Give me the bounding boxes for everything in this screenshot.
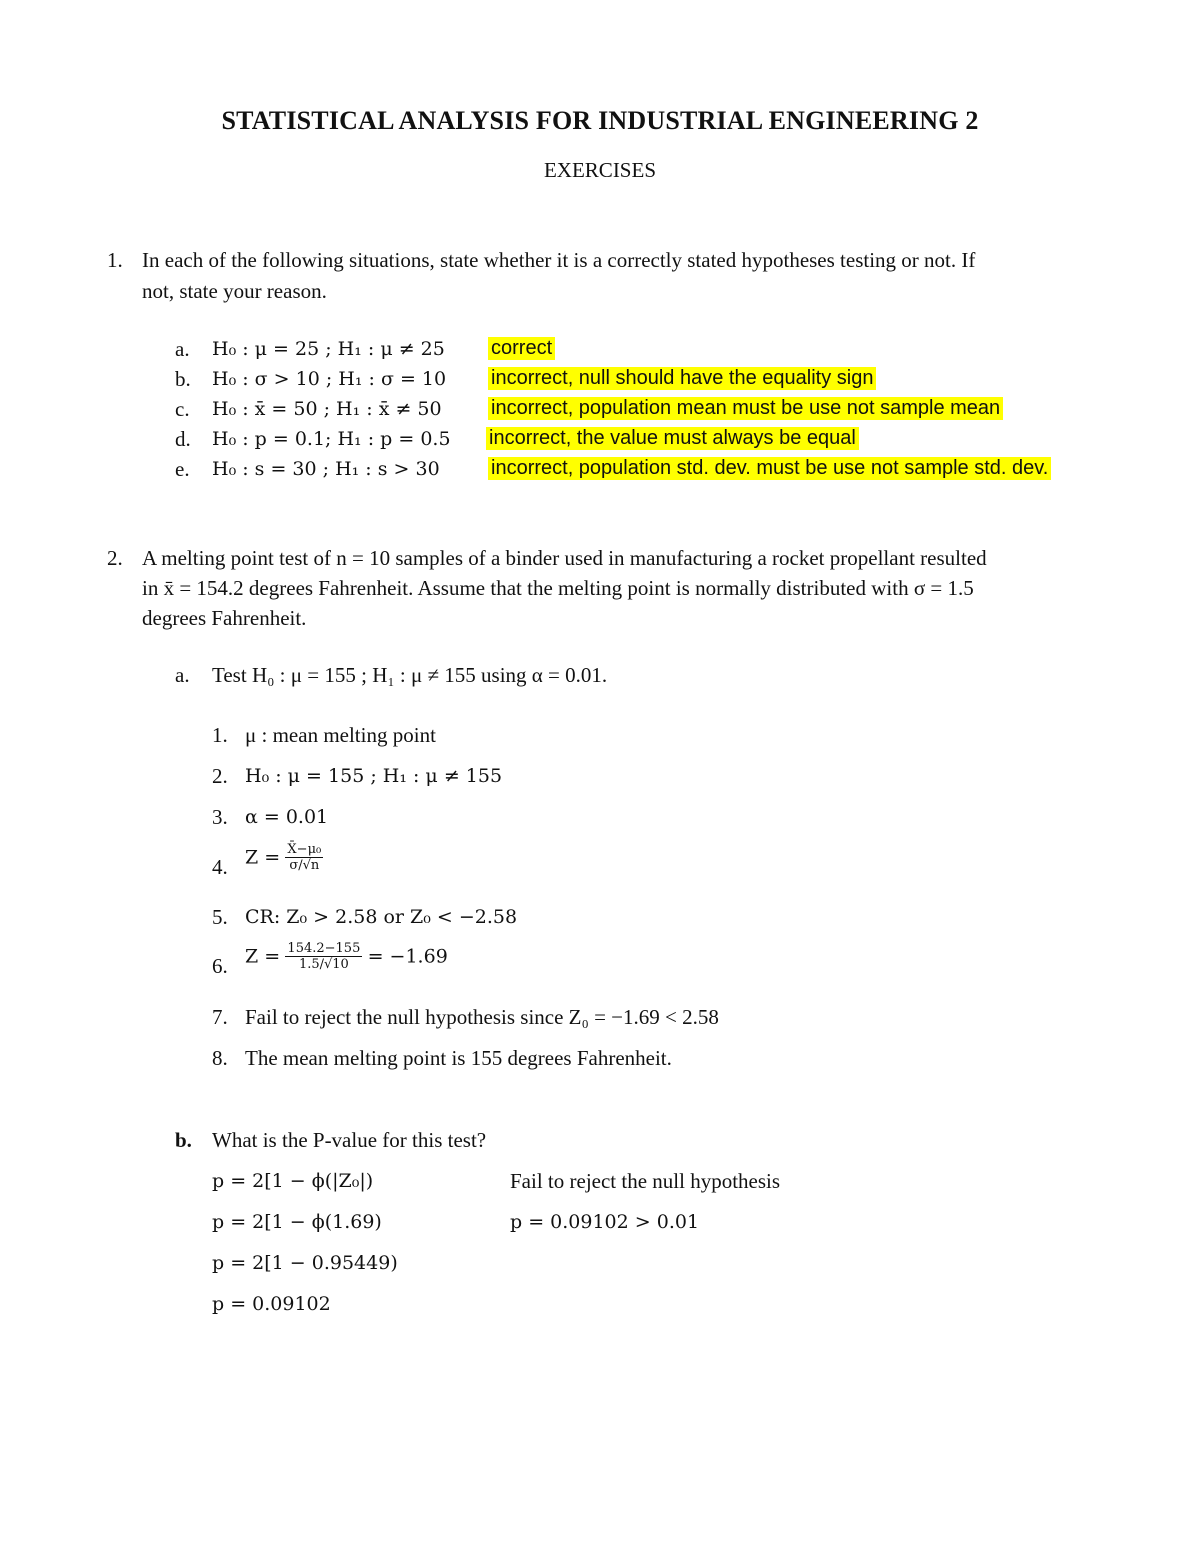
step-4-number: 4. [212,855,228,879]
step-2-number: 2. [212,764,228,788]
step-8-number: 8. [212,1046,228,1070]
q1-item-c-expression: H₀ : x̄ = 50 ; H₁ : x̄ ≠ 50 [212,398,442,420]
step-8-text: The mean melting point is 155 degrees Fahrenheit. [245,1046,672,1070]
q1-item-d-expression: H₀ : p = 0.1; H₁ : p = 0.5 [212,428,451,450]
step-4-denominator: σ/√n [289,858,320,873]
page-title: STATISTICAL ANALYSIS FOR INDUSTRIAL ENGINEERING 2 [221,106,979,135]
q1-item-b-answer: incorrect, null should have the equality sign [488,367,876,390]
question-1-text-line2: not, state your reason. [142,279,327,303]
q2-part-b-letter: b. [175,1128,192,1152]
step-1-number: 1. [212,723,228,747]
q1-item-b-letter: b. [175,367,191,391]
step-4-lhs: Z = [245,846,281,869]
step-6-denominator: 1.5/√10 [298,957,349,972]
q1-item-a-expression: H₀ : μ = 25 ; H₁ : μ ≠ 25 [212,338,445,360]
pvalue-comparison: p = 0.09102 > 0.01 [510,1211,700,1233]
step-6-fraction [285,941,362,972]
question-1-number: 1. [107,248,123,272]
q1-item-a-answer: correct [488,337,555,360]
step-3-text: α = 0.01 [245,806,329,828]
step-7-text: Fail to reject the null hypothesis since Z₀ = −1.69 < 2.58 [245,1005,719,1029]
question-2-number: 2. [107,546,123,570]
q1-item-e-letter: e. [175,457,190,481]
q2-part-b-prompt: What is the P-value for this test? [212,1128,487,1152]
step-6-numerator: 154.2−155 [287,941,361,956]
q2-part-a-letter: a. [175,663,190,687]
q1-item-c-letter: c. [175,397,190,421]
step-7-number: 7. [212,1005,228,1029]
q1-item-c-answer: incorrect, population mean must be use not sample mean [488,397,1003,420]
q1-item-d-answer: incorrect, the value must always be equal [486,427,859,450]
step-4-formula [245,842,323,873]
page-subtitle: EXERCISES [543,158,656,182]
step-6-lhs: Z = [245,945,281,968]
pvalue-line-3: p = 2[1 − 0.95449) [212,1252,398,1274]
step-2-text: H₀ : μ = 155 ; H₁ : μ ≠ 155 [245,765,503,787]
q1-item-e-answer: incorrect, population std. dev. must be use not sample std. dev. [488,457,1051,480]
question-2-text-line3: degrees Fahrenheit. [142,606,307,630]
question-2-text-line2: in x̄ = 154.2 degrees Fahrenheit. Assume that the melting point is normally distributed with σ = 1.5 [142,576,974,600]
step-3-number: 3. [212,805,228,829]
step-5-text: CR: Z₀ > 2.58 or Z₀ < −2.58 [245,906,518,928]
question-1-text-line1: In each of the following situations, state whether it is a correctly stated hypotheses testing or not. If [142,248,976,272]
q1-item-a-letter: a. [175,337,190,361]
step-4-numerator: X̄−μ₀ [287,842,322,857]
q1-item-b-expression: H₀ : σ > 10 ; H₁ : σ = 10 [212,368,447,390]
q2-part-a-prompt: Test H₀ : μ = 155 ; H₁ : μ ≠ 155 using α = 0.01. [212,663,608,687]
step-1-text: μ : mean melting point [245,723,436,747]
step-6-rhs: = −1.69 [367,945,448,968]
step-5-number: 5. [212,905,228,929]
question-2-text-line1: A melting point test of n = 10 samples of a binder used in manufacturing a rocket propellant resulted [142,546,987,570]
step-6-number: 6. [212,954,228,978]
pvalue-line-1: p = 2[1 − ϕ(|Z₀|) [212,1170,374,1192]
pvalue-line-4: p = 0.09102 [212,1293,331,1315]
step-4-fraction [285,842,323,873]
q1-item-d-letter: d. [175,427,191,451]
step-6-formula [245,941,448,972]
pvalue-conclusion: Fail to reject the null hypothesis [510,1169,781,1193]
q1-item-e-expression: H₀ : s = 30 ; H₁ : s > 30 [212,458,440,480]
pvalue-line-2: p = 2[1 − ϕ(1.69) [212,1211,382,1233]
